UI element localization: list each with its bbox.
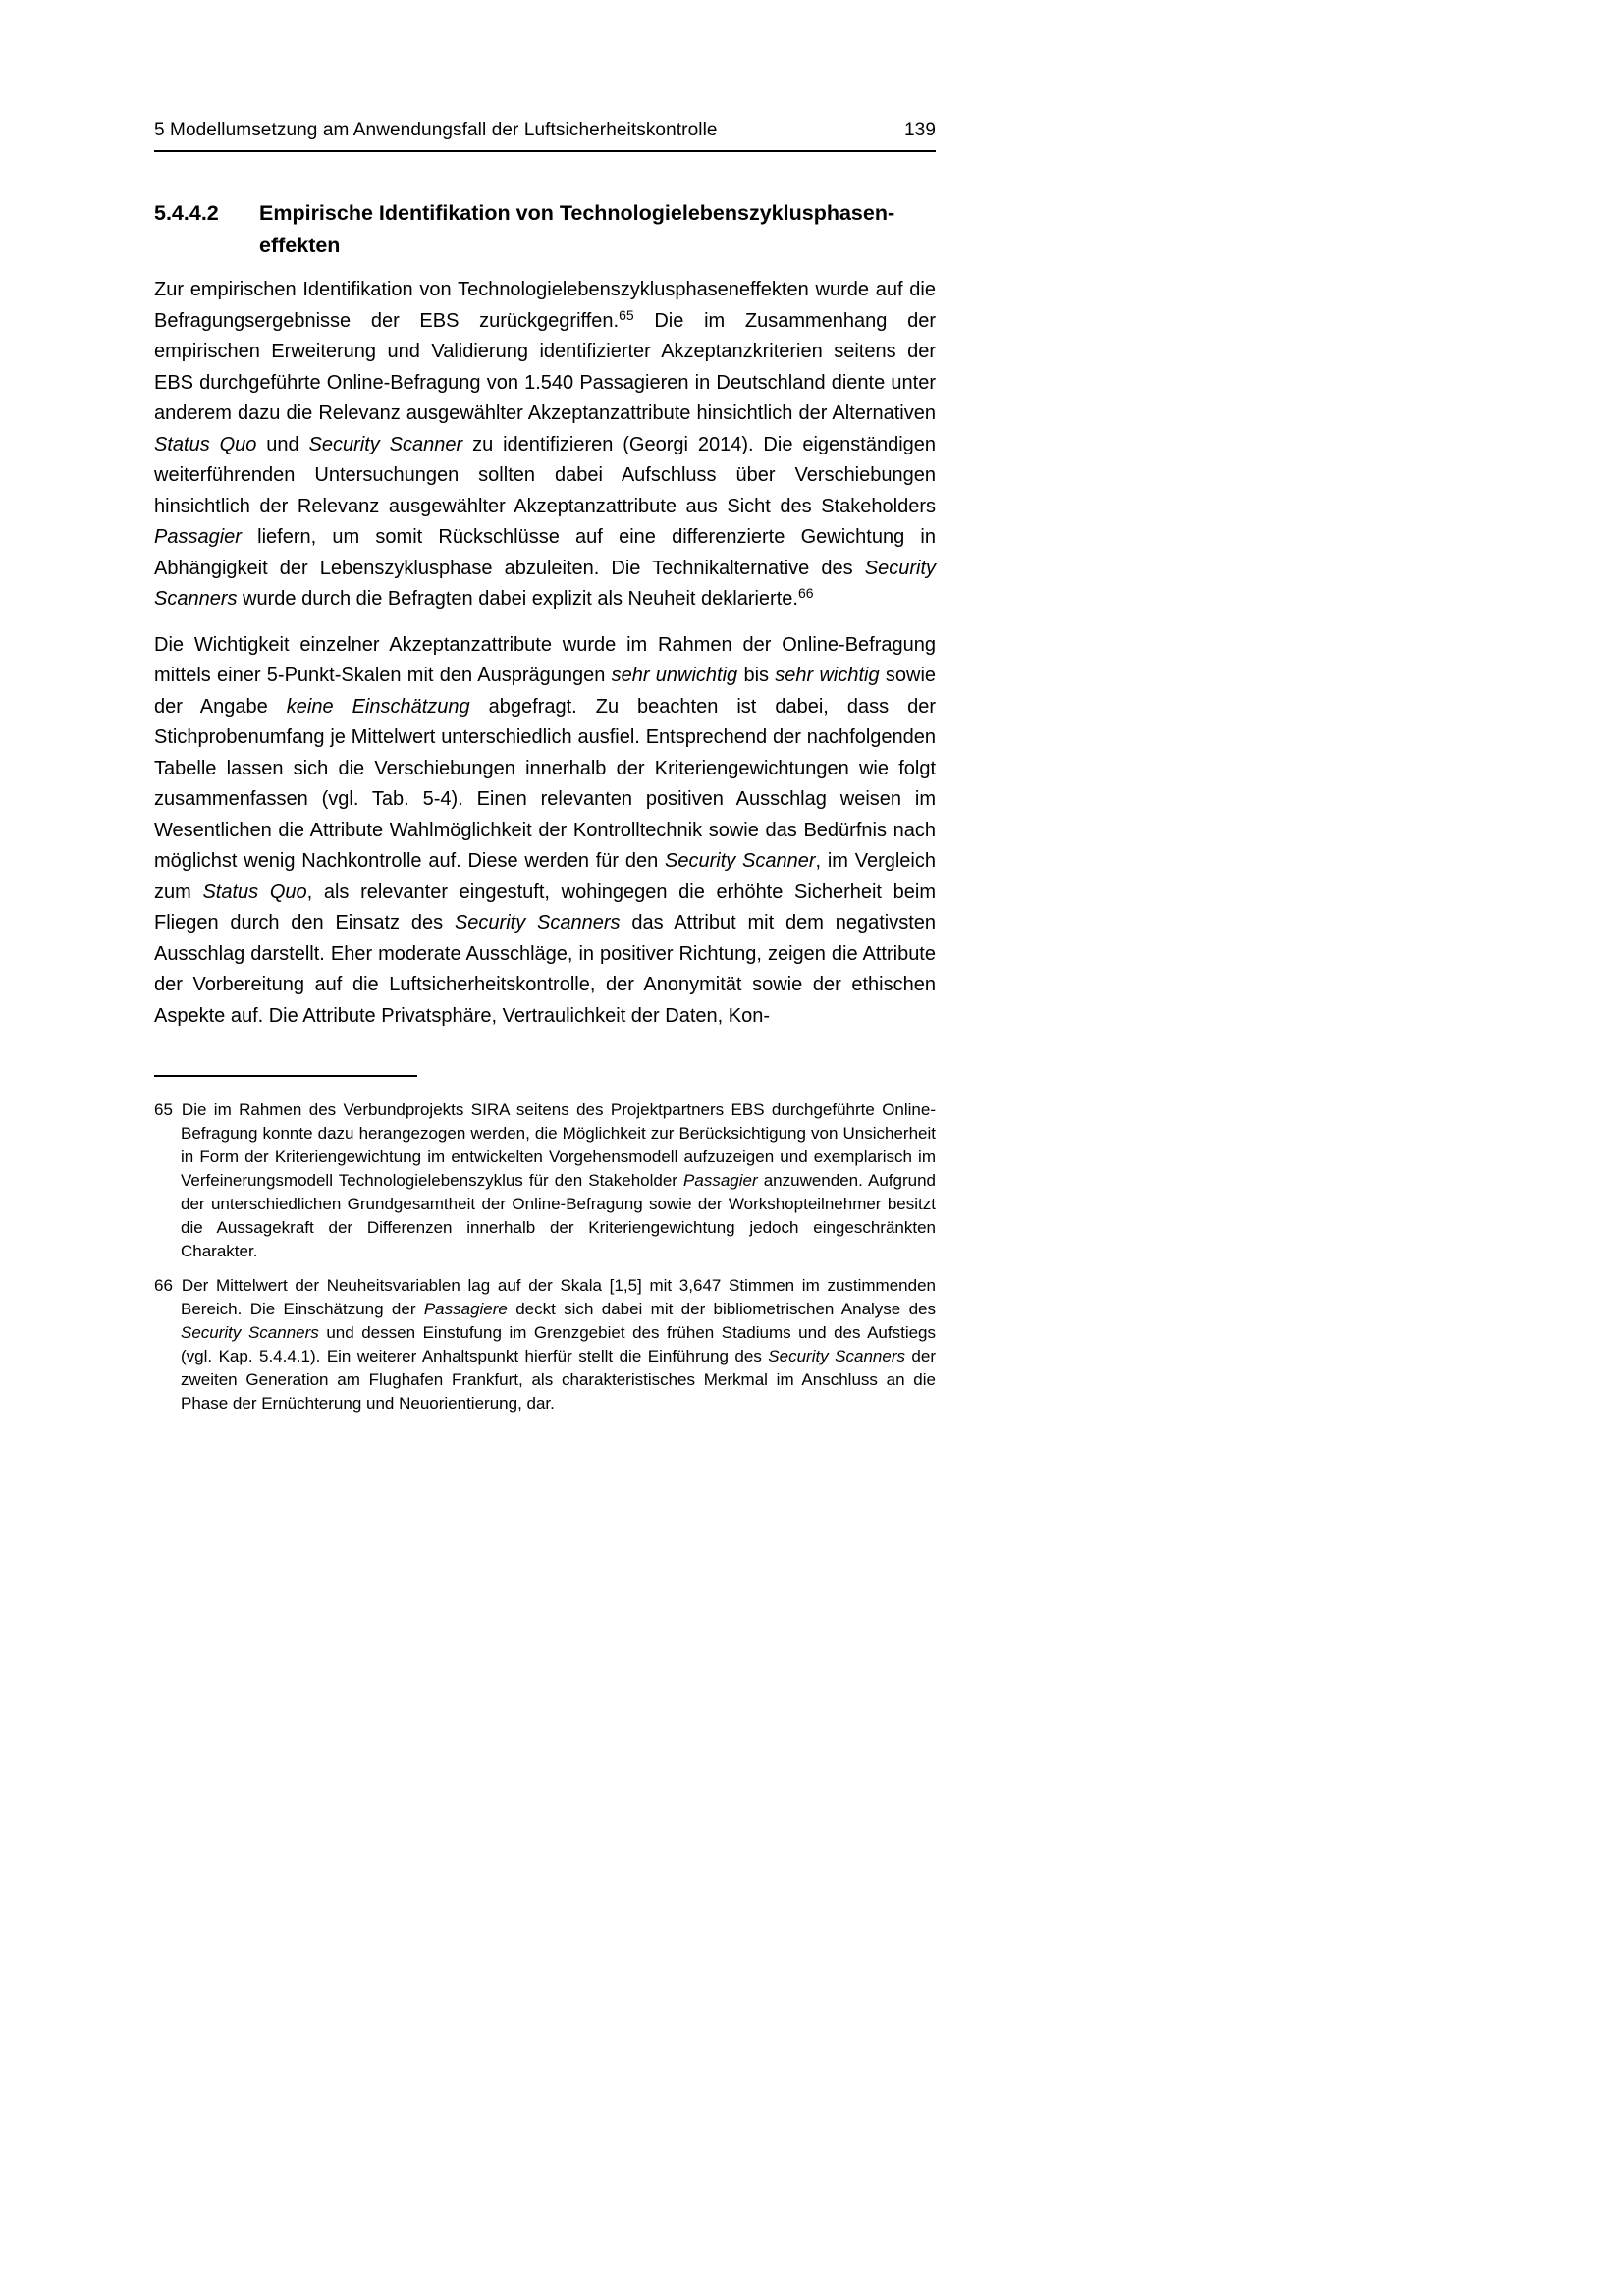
page-number: 139 bbox=[903, 120, 936, 140]
running-header bbox=[154, 120, 936, 152]
footnote-65-text: Die im Rahmen des Verbundprojekts SIRA seitens des Projektpartners EBS durchgeführte Online-Befragung konnte dazu herangezogen werden, die Möglichkeit zur Berücksichtigung von Unsicherheit in Form der Kriteriengewichtung im entwickelten Vorgehensmodell aufzuzeigen und exemplarisch im Verfeinerungsmodell Technologielebenszyklus für den Stakeholder Passagier anzuwenden. Aufgrund der unterschiedlichen Grundgesamtheit der Online-Befragung sowie der Workshopteilnehmer besitzt die Aussagekraft der Differenzen innerhalb der Kriteriengewichtung jedoch eingeschränkten Charakter. bbox=[181, 1100, 936, 1260]
footnote-66 bbox=[154, 1274, 936, 1415]
footnote-separator bbox=[154, 1075, 417, 1077]
footnote-65 bbox=[154, 1098, 936, 1263]
document-page bbox=[154, 120, 936, 1415]
section-heading bbox=[154, 197, 936, 262]
section-title-line1: Empirische Identifikation von Technologielebenszyklusphasen- bbox=[259, 201, 895, 225]
section-title-line2: effekten bbox=[259, 234, 341, 257]
footnote-65-marker: 65 bbox=[154, 1100, 173, 1119]
section-title bbox=[259, 197, 936, 262]
footnote-section bbox=[154, 1075, 936, 1415]
footnote-66-text: Der Mittelwert der Neuheitsvariablen lag auf der Skala [1,5] mit 3,647 Stimmen im zustimmenden Bereich. Die Einschätzung der Passagiere deckt sich dabei mit der bibliometrischen Analyse des Security Scanners und dessen Einstufung im Grenzgebiet des frühen Stadiums und des Aufstiegs (vgl. Kap. 5.4.4.1). Ein weiterer Anhaltspunkt hierfür stellt die Einführung des Security Scanners der zweiten Generation am Flughafen Frankfurt, als charakteristisches Merkmal im Anschluss an die Phase der Ernüchterung und Neuorientierung, dar. bbox=[181, 1276, 937, 1413]
paragraph-2: Die Wichtigkeit einzelner Akzeptanzattribute wurde im Rahmen der Online-Befragung mittels einer 5-Punkt-Skalen mit den Ausprägungen sehr unwichtig bis sehr wichtig sowie der Angabe keine Einschätzung abgefragt. Zu beachten ist dabei, dass der Stichprobenumfang je Mittelwert unterschiedlich ausfiel. Entsprechend der nachfolgenden Tabelle lassen sich die Verschiebungen innerhalb der Kriteriengewichtungen wie folgt zusammenfassen (vgl. Tab. 5-4). Einen relevanten positiven Ausschlag weisen im Wesentlichen die Attribute Wahlmöglichkeit der Kontrolltechnik sowie das Bedürfnis nach möglichst wenig Nachkontrolle auf. Diese werden für den Security Scanner, im Vergleich zum Status Quo, als relevanter eingestuft, wohingegen die erhöhte Sicherheit beim Fliegen durch den Einsatz des Security Scanners das Attribut mit dem negativsten Ausschlag darstellt. Eher moderate Ausschläge, in positiver Richtung, zeigen die Attribute der Vorbereitung auf die Luftsicherheitskontrolle, der Anonymität sowie der ethischen Aspekte auf. Die Attribute Privatsphäre, Vertraulichkeit der Daten, Kon- bbox=[154, 633, 937, 1027]
running-title: 5 Modellumsetzung am Anwendungsfall der Luftsicherheitskontrolle bbox=[154, 120, 718, 140]
section-number: 5.4.4.2 bbox=[154, 201, 219, 225]
paragraph-1: Zur empirischen Identifikation von Technologielebenszyklusphaseneffekten wurde auf die Befragungsergebnisse der EBS zurückgegriffen.$^{65}$ Die im Zusammenhang der empirischen Erweiterung und Validierung identifizierter Akzeptanzkriterien seitens der EBS durchgeführte Online-Befragung von 1.540 Passagieren in Deutschland diente unter anderem dazu die Relevanz ausgewählter Akzeptanzattribute hinsichtlich der Alternativen Status Quo und Security Scanner zu identifizieren (Georgi 2014). Die eigenständigen weiterführenden Untersuchungen sollten dabei Aufschluss über Verschiebungen hinsichtlich der Relevanz ausgewählter Akzeptanzattribute aus Sicht des Stakeholders Passagier liefern, um somit Rückschlüsse auf eine differenzierte Gewichtung in Abhängigkeit der Lebenszyklusphase abzuleiten. Die Technikalternative des Security Scanners wurde durch die Befragten dabei explizit als Neuheit deklarierte.$^{66}$ bbox=[154, 279, 937, 610]
footnote-66-marker: 66 bbox=[154, 1276, 173, 1295]
